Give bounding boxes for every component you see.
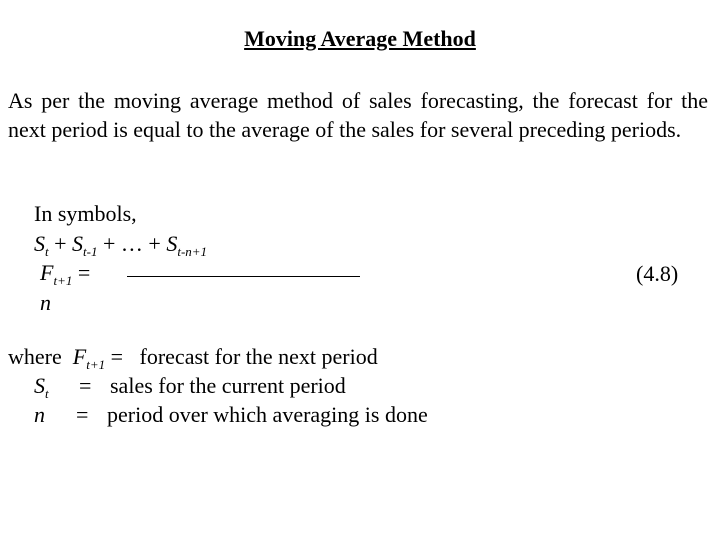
definition-text: period over which averaging is done [107,402,428,427]
subscript: t [45,386,49,401]
definition-text: forecast for the next period [139,344,378,369]
subscript: t+1 [86,357,106,372]
symbol-s: S [34,373,45,398]
formula-intro: In symbols, [34,201,137,226]
ellipsis-term: + … + [97,231,167,256]
symbol-s: S [72,231,84,256]
subscript: t+1 [53,273,73,288]
definition-row-forecast [8,344,378,372]
symbol-s: S [34,231,45,256]
formula-lhs [40,260,91,288]
slide-title: Moving Average Method [244,26,476,51]
equals: = [110,344,124,369]
intro-paragraph: As per the moving average method of sales forecasting, the forecast for the next period is equal to the average of the sales for several preceding periods. [8,88,708,142]
subscript: t-1 [83,244,98,259]
subscript: t-n+1 [177,244,208,259]
formula-numerator [34,231,208,259]
symbol-s: S [166,231,178,256]
definition-row-period [34,402,428,427]
equals: = [79,373,92,398]
subscript: t [45,244,49,259]
symbol-n: n [40,290,51,315]
plus: + [48,231,73,256]
formula-denominator [40,292,51,314]
where-label: where [8,344,62,369]
symbol-f: F [72,344,87,369]
definition-row-sales [34,373,346,401]
fraction-bar [127,276,360,277]
equation-number: (4.8) [636,261,679,286]
equals: = [76,402,89,427]
symbol-n: n [34,402,45,427]
definition-text: sales for the current period [110,373,346,398]
symbol-f: F [40,260,54,285]
equals: = [72,260,91,285]
